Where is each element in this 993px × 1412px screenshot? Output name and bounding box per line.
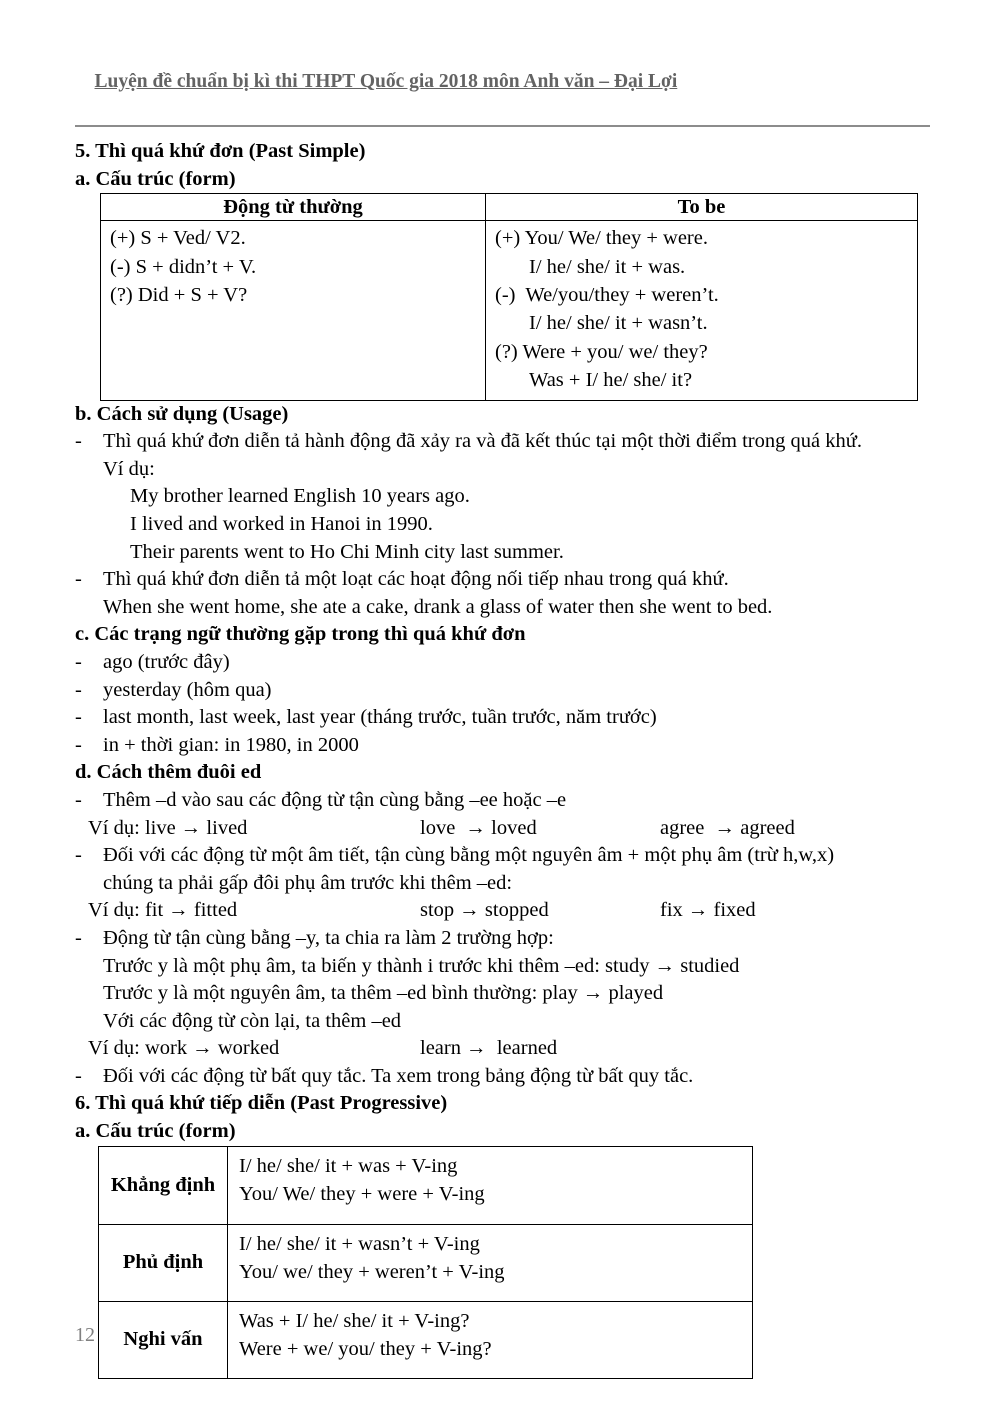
formula-line: You/ we/ they + weren’t + V-ing [239,1261,505,1284]
ed-rule-2-line-1: Đối với các động từ một âm tiết, tận cùng bằng một nguyên âm + một phụ âm (trừ h,w,x) [103,844,835,867]
formula-line: Was + I/ he/ she/ it + V-ing? [239,1309,470,1332]
heading-form-past-simple: a. Cấu trúc (form) [75,167,236,190]
formula-line: (+) You/ We/ they + were. [495,227,708,250]
bullet-item [75,704,930,732]
adverb-item: yesterday (hôm qua) [103,678,272,701]
bullet-item [75,677,930,705]
example-sentence: Their parents went to Ho Chi Minh city last summer. [130,540,564,563]
row-label: Nghi vấn [99,1302,228,1378]
formula-line: (?) Were + you/ we/ they? [495,340,708,363]
example-pair: fix → fixed [660,899,756,922]
usage-rule-1: Thì quá khứ đơn diễn tả hành động đã xảy ra và đã kết thúc tại một thời điểm trong quá khứ. [103,430,862,453]
bullet-dash: - [75,430,82,453]
table-row-interrogative [99,1301,752,1378]
adverb-item: in + thời gian: in 1980, in 2000 [103,733,359,756]
formula-line: Was + I/ he/ she/ it? [529,369,693,392]
ed-rule-2-line-2: chúng ta phải gấp đôi phụ âm trước khi thêm –ed: [103,871,513,894]
formula-line: (-) S + didn’t + V. [110,255,257,278]
example-pair: love → loved [420,816,537,839]
ed-rule-1: Thêm –d vào sau các động từ tận cùng bằng –ee hoặc –e [103,788,567,811]
example-label: Ví dụ: [103,457,155,480]
bullet-dash: - [75,1064,82,1087]
ed-rule-3: Động từ tận cùng bằng –y, ta chia ra làm 2 trường hợp: [103,926,554,949]
document-header-title: Luyện đề chuẩn bị kì thi THPT Quốc gia 2018 môn Anh văn – Đại Lợi [94,71,678,92]
row-label: Khẳng định [99,1147,228,1224]
heading-form-past-progressive: a. Cấu trúc (form) [75,1120,236,1143]
example-pair: Ví dụ: work → worked [88,1037,280,1060]
form-table-cell-to-be [486,221,917,399]
bullet-dash: - [75,733,82,756]
example-line [75,815,930,843]
formula-line: Were + we/ you/ they + V-ing? [239,1338,492,1361]
bullet-item [75,787,930,815]
section-title-past-progressive: 6. Thì quá khứ tiếp diễn (Past Progressive) [75,1092,448,1115]
example-pair: learn → learned [420,1037,558,1060]
page-number: 12 [75,1324,95,1346]
example-sentence: My brother learned English 10 years ago. [130,485,470,508]
ed-rule-3-consonant: Trước y là một phụ âm, ta biến y thành i trước khi thêm –ed: study → studied [103,954,740,977]
bullet-item [75,428,930,456]
bullet-item [75,842,930,870]
usage-rule-2: Thì quá khứ đơn diễn tả một loạt các hoạt động nối tiếp nhau trong quá khứ. [103,568,729,591]
ed-rule-3-vowel: Trước y là một nguyên âm, ta thêm –ed bình thường: play → played [103,982,664,1005]
bullet-dash: - [75,678,82,701]
row-value [228,1147,752,1224]
formula-line: I/ he/ she/ it + was. [529,255,686,278]
row-value [228,1302,752,1378]
form-table-header-normal-verb: Động từ thường [101,194,486,220]
bullet-dash: - [75,706,82,729]
bullet-dash: - [75,844,82,867]
past-simple-form-table [100,193,918,400]
formula-line: I/ he/ she/ it + wasn’t. [529,312,708,335]
example-pair: stop → stopped [420,899,549,922]
example-pair: Ví dụ: fit → fitted [88,899,238,922]
ed-rule-4: Đối với các động từ bất quy tắc. Ta xem trong bảng động từ bất quy tắc. [103,1064,694,1087]
bullet-item [75,925,930,953]
form-table-header-to-be: To be [677,196,726,219]
row-value [228,1225,752,1301]
heading-adverbs: c. Các trạng ngữ thường gặp trong thì quá khứ đơn [75,623,526,646]
row-label: Phủ định [99,1225,228,1301]
ed-rule-3-rest: Với các động từ còn lại, ta thêm –ed [103,1009,402,1032]
formula-line: I/ he/ she/ it + was + V-ing [239,1154,458,1177]
bullet-dash: - [75,926,82,949]
past-progressive-form-table [98,1146,753,1379]
formula-line: (+) S + Ved/ V2. [110,227,246,250]
adverb-item: ago (trước đây) [103,650,230,673]
example-sentence: When she went home, she ate a cake, drank a glass of water then she went to bed. [103,595,773,618]
section-title-past-simple: 5. Thì quá khứ đơn (Past Simple) [75,140,366,162]
formula-line: (-) We/you/they + weren’t. [495,284,719,306]
form-table-body-row [101,221,917,399]
example-line [75,897,930,925]
bullet-item [75,649,930,677]
adverb-item: last month, last week, last year (tháng trước, tuần trước, năm trước) [103,706,657,729]
bullet-item [75,566,930,594]
document-header [75,46,930,127]
bullet-item [75,732,930,760]
example-pair: Ví dụ: live → lived [88,816,248,839]
bullet-dash: - [75,568,82,591]
formula-line: I/ he/ she/ it + wasn’t + V-ing [239,1232,480,1255]
table-row-negative [99,1224,752,1301]
bullet-item [75,1063,930,1091]
example-line [75,1035,930,1063]
example-sentence: I lived and worked in Hanoi in 1990. [130,513,433,535]
table-row-affirmative [99,1147,752,1224]
form-table-cell-normal-verb [101,221,486,399]
heading-usage: b. Cách sử dụng (Usage) [75,402,289,425]
formula-line: (?) Did + S + V? [110,284,248,306]
formula-line: You/ We/ they + were + V-ing [239,1183,485,1206]
example-pair: agree → agreed [660,816,795,839]
bullet-dash: - [75,650,82,673]
heading-ed-rules: d. Cách thêm đuôi ed [75,761,262,784]
bullet-dash: - [75,788,82,811]
form-table-header-row [101,194,917,221]
